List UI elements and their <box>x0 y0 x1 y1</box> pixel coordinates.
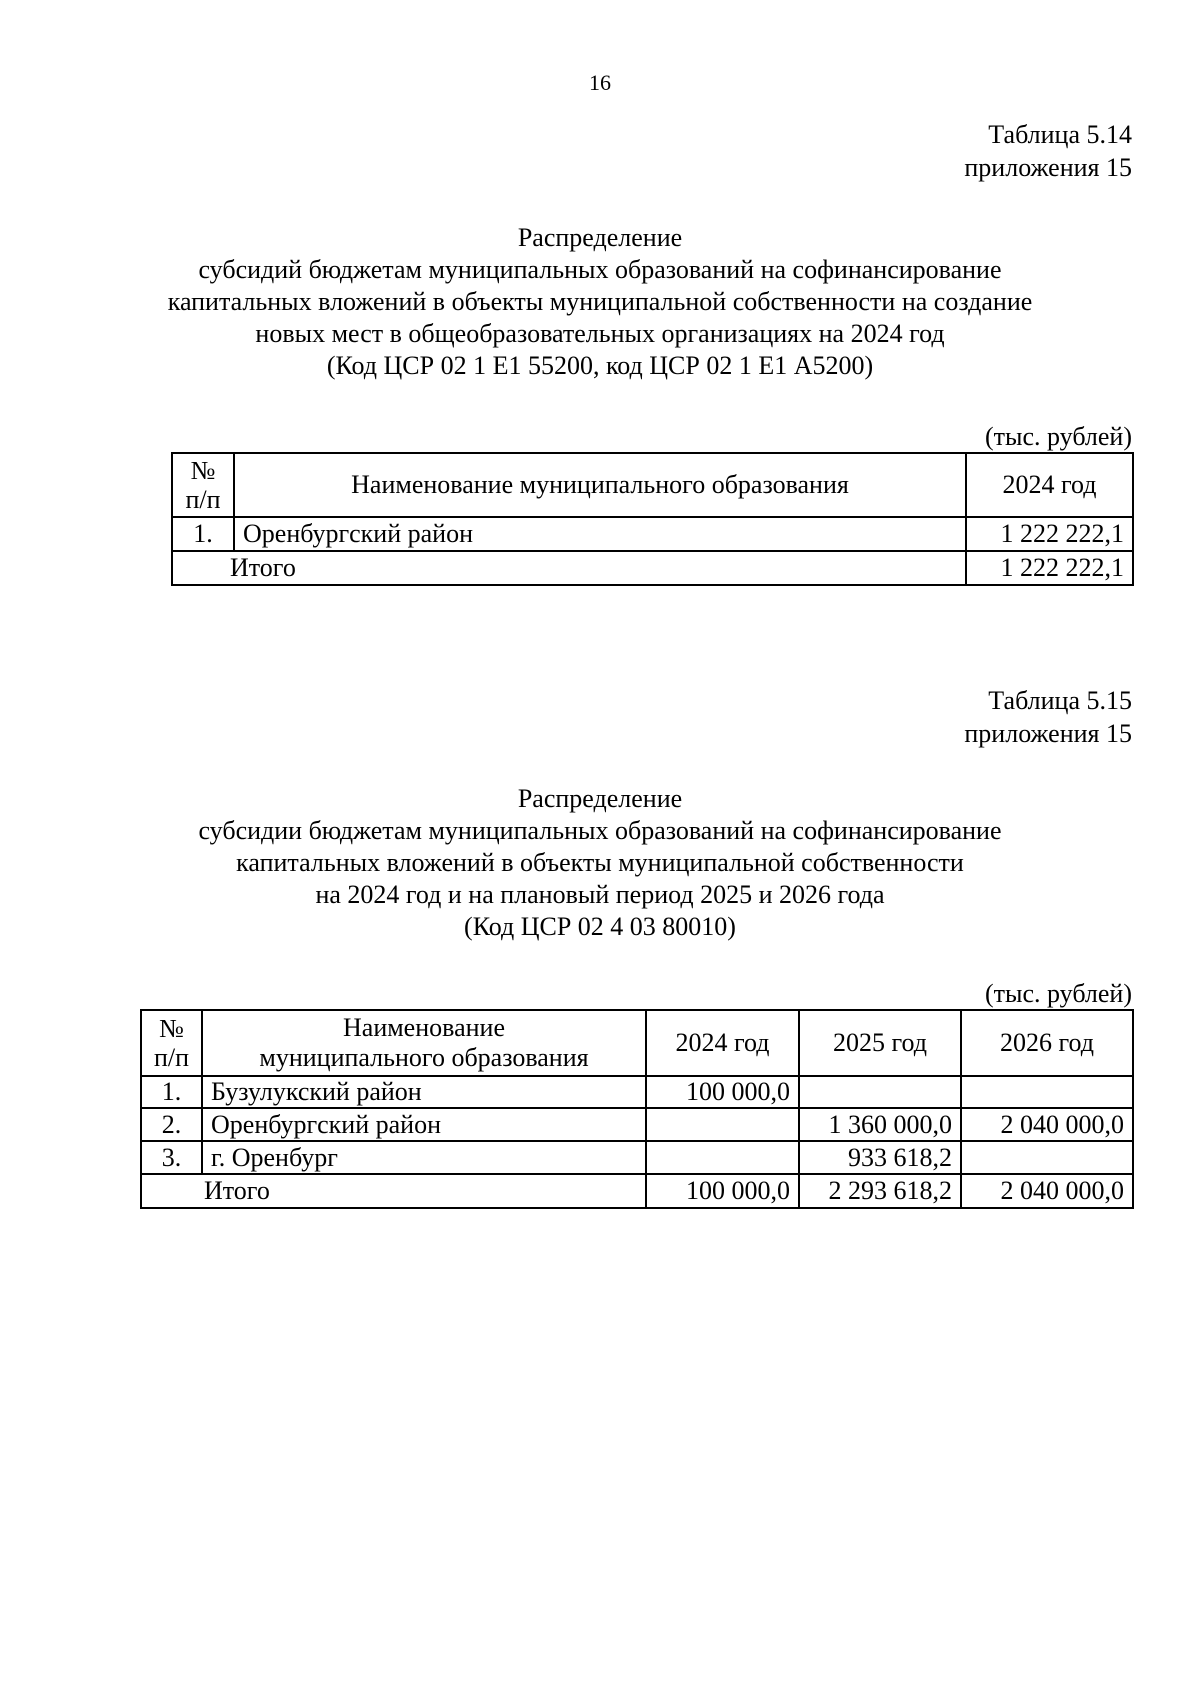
total-value-2024: 100 000,0 <box>646 1174 799 1208</box>
header-name: Наименование муниципального образования <box>234 453 966 517</box>
row-value-2026: 2 040 000,0 <box>961 1108 1133 1141</box>
row-number: 1. <box>141 1076 202 1108</box>
total-value-2025: 2 293 618,2 <box>799 1174 961 1208</box>
header-year-2025: 2025 год <box>799 1010 961 1076</box>
title-line: Распределение <box>517 223 683 252</box>
row-number: 2. <box>141 1108 202 1141</box>
table-title <box>100 222 1100 382</box>
table-header-row <box>172 453 1133 517</box>
header-year-2024: 2024 год <box>966 453 1133 517</box>
header-year-2024: 2024 год <box>646 1010 799 1076</box>
table-row <box>141 1108 1133 1141</box>
table-label: Таблица 5.15 <box>988 686 1132 715</box>
appendix-label: приложения 15 <box>964 153 1132 182</box>
title-line: капитальных вложений в объекты муниципальной собственности <box>236 848 964 877</box>
row-value-2026 <box>961 1141 1133 1174</box>
row-value-2024: 1 222 222,1 <box>966 517 1133 551</box>
row-value-2026 <box>961 1076 1133 1108</box>
title-line: новых мест в общеобразовательных организациях на 2024 год <box>255 319 945 348</box>
total-row <box>172 551 1133 585</box>
row-value-2025: 1 360 000,0 <box>799 1108 961 1141</box>
table-title <box>100 783 1100 943</box>
table-caption <box>964 684 1132 750</box>
title-line: на 2024 год и на плановый период 2025 и 2026 года <box>315 880 885 909</box>
title-line: (Код ЦСР 02 1 Е1 55200, код ЦСР 02 1 Е1 А5200) <box>326 351 874 380</box>
table-row <box>141 1141 1133 1174</box>
row-name: Бузулукский район <box>202 1076 646 1108</box>
row-name: Оренбургский район <box>234 517 966 551</box>
row-number: 3. <box>141 1141 202 1174</box>
title-line: субсидии бюджетам муниципальных образований на софинансирование <box>198 816 1002 845</box>
row-value-2024: 100 000,0 <box>646 1076 799 1108</box>
header-year-2026: 2026 год <box>961 1010 1133 1076</box>
distribution-table <box>140 1009 1134 1209</box>
total-value-2026: 2 040 000,0 <box>961 1174 1133 1208</box>
table-row <box>141 1076 1133 1108</box>
header-name: Наименование муниципального образования <box>202 1010 646 1076</box>
row-value-2024 <box>646 1108 799 1141</box>
title-line: капитальных вложений в объекты муниципальной собственности на создание <box>167 287 1033 316</box>
table-label: Таблица 5.14 <box>988 120 1132 149</box>
header-number: № п/п <box>141 1010 202 1076</box>
row-value-2025: 933 618,2 <box>799 1141 961 1174</box>
title-line: Распределение <box>517 784 683 813</box>
title-line: субсидий бюджетам муниципальных образований на софинансирование <box>198 255 1002 284</box>
table-row <box>172 517 1133 551</box>
header-number: № п/п <box>172 453 234 517</box>
units-label: (тыс. рублей) <box>984 422 1132 451</box>
title-line: (Код ЦСР 02 4 03 80010) <box>464 912 736 941</box>
distribution-table <box>171 452 1134 586</box>
page-number: 16 <box>589 70 611 95</box>
row-number: 1. <box>172 517 234 551</box>
row-name: Оренбургский район <box>202 1108 646 1141</box>
total-label: Итого <box>141 1174 646 1208</box>
table-header-row <box>141 1010 1133 1076</box>
row-name: г. Оренбург <box>202 1141 646 1174</box>
appendix-label: приложения 15 <box>964 719 1132 748</box>
row-value-2025 <box>799 1076 961 1108</box>
table-caption <box>964 118 1132 184</box>
total-row <box>141 1174 1133 1208</box>
row-value-2024 <box>646 1141 799 1174</box>
total-value-2024: 1 222 222,1 <box>966 551 1133 585</box>
total-label: Итого <box>172 551 966 585</box>
units-label: (тыс. рублей) <box>984 979 1132 1008</box>
